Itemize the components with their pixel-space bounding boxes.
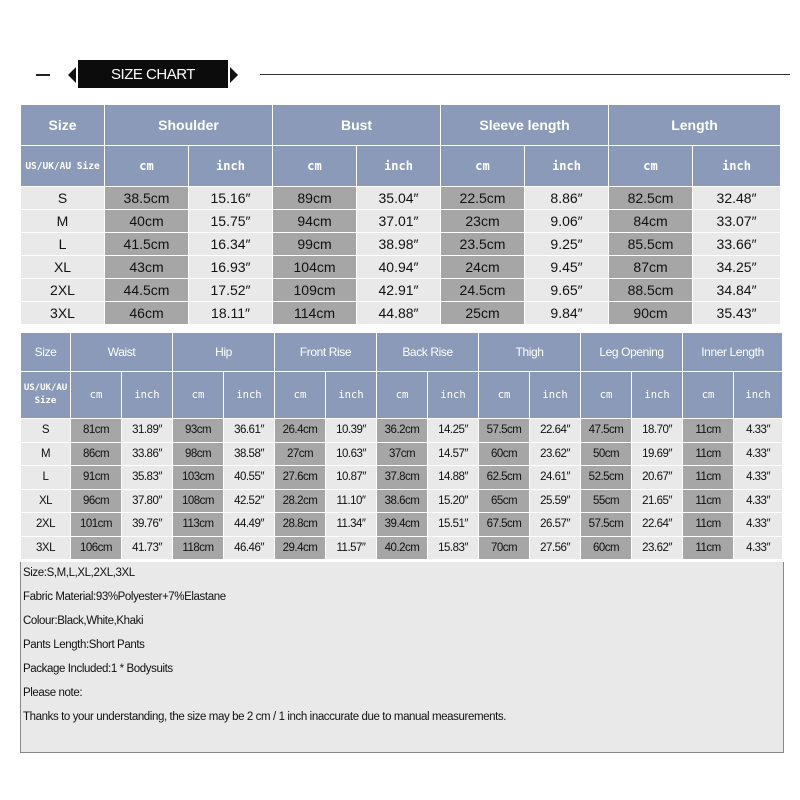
bottom-col-inner-length: Inner Length <box>683 333 783 372</box>
inch-value-cell: 16.34″ <box>189 233 273 256</box>
note-accuracy: Thanks to your understanding, the size may be 2 cm / 1 inch inaccurate due to manual measurements. <box>23 711 507 723</box>
size-cell: 3XL <box>21 302 105 325</box>
note-fabric: Fabric Material:93%Polyester+7%Elastane <box>23 591 226 603</box>
table-row <box>21 419 783 443</box>
inch-value-cell: 22.64″ <box>530 419 581 443</box>
bottom-unit-row <box>21 372 783 419</box>
inch-value-cell: 19.69″ <box>632 442 683 466</box>
cm-value-cell: 60cm <box>581 536 632 560</box>
size-cell: M <box>21 442 71 466</box>
cm-value-cell: 86cm <box>71 442 122 466</box>
inch-value-cell: 14.88″ <box>428 466 479 490</box>
inch-value-cell: 9.84″ <box>525 302 609 325</box>
note-please-note: Please note: <box>23 687 83 699</box>
cm-value-cell: 41.5cm <box>105 233 189 256</box>
top-unit-inch: inch <box>357 146 441 187</box>
inch-value-cell: 11.34″ <box>326 513 377 537</box>
ribbon-left-notch <box>68 67 76 83</box>
cm-value-cell: 28.8cm <box>275 513 326 537</box>
cm-value-cell: 89cm <box>273 187 357 210</box>
inch-value-cell: 31.89″ <box>122 419 173 443</box>
cm-value-cell: 57.5cm <box>479 419 530 443</box>
inch-value-cell: 9.06″ <box>525 210 609 233</box>
cm-value-cell: 114cm <box>273 302 357 325</box>
bottom-col-size: Size <box>21 333 71 372</box>
size-cell: XL <box>21 256 105 279</box>
inch-value-cell: 38.98″ <box>357 233 441 256</box>
inch-value-cell: 10.87″ <box>326 466 377 490</box>
cm-value-cell: 60cm <box>479 442 530 466</box>
cm-value-cell: 24.5cm <box>441 279 525 302</box>
inch-value-cell: 4.33″ <box>734 489 783 513</box>
inch-value-cell: 10.39″ <box>326 419 377 443</box>
bottom-size-table <box>20 332 783 560</box>
inch-value-cell: 35.43″ <box>693 302 781 325</box>
table-row <box>21 442 783 466</box>
top-unit-cm: cm <box>609 146 693 187</box>
cm-value-cell: 44.5cm <box>105 279 189 302</box>
inch-value-cell: 15.16″ <box>189 187 273 210</box>
size-cell: L <box>21 466 71 490</box>
cm-value-cell: 108cm <box>173 489 224 513</box>
size-cell: M <box>21 210 105 233</box>
inch-value-cell: 44.49″ <box>224 513 275 537</box>
cm-value-cell: 50cm <box>581 442 632 466</box>
top-unit-row <box>21 146 781 187</box>
inch-value-cell: 17.52″ <box>189 279 273 302</box>
top-col-shoulder: Shoulder <box>105 105 273 146</box>
size-chart-title: SIZE CHART <box>78 60 228 88</box>
bottom-unit-inch: inch <box>224 372 275 419</box>
bottom-unit-cm: cm <box>173 372 224 419</box>
note-package: Package Included:1 * Bodysuits <box>23 663 173 675</box>
bottom-size-region-label: US/UK/AU Size <box>21 372 71 419</box>
bottom-unit-inch: inch <box>428 372 479 419</box>
bottom-unit-inch: inch <box>326 372 377 419</box>
inch-value-cell: 33.86″ <box>122 442 173 466</box>
table-row <box>21 256 781 279</box>
inch-value-cell: 4.33″ <box>734 466 783 490</box>
table-row <box>21 489 783 513</box>
inch-value-cell: 33.07″ <box>693 210 781 233</box>
inch-value-cell: 37.80″ <box>122 489 173 513</box>
top-header-row <box>21 105 781 146</box>
cm-value-cell: 57.5cm <box>581 513 632 537</box>
cm-value-cell: 62.5cm <box>479 466 530 490</box>
inch-value-cell: 32.48″ <box>693 187 781 210</box>
inch-value-cell: 9.65″ <box>525 279 609 302</box>
cm-value-cell: 67.5cm <box>479 513 530 537</box>
top-col-size: Size <box>21 105 105 146</box>
note-pants-length: Pants Length:Short Pants <box>23 639 145 651</box>
cm-value-cell: 46cm <box>105 302 189 325</box>
inch-value-cell: 22.64″ <box>632 513 683 537</box>
bottom-header-row <box>21 333 783 372</box>
cm-value-cell: 103cm <box>173 466 224 490</box>
top-unit-cm: cm <box>441 146 525 187</box>
cm-value-cell: 113cm <box>173 513 224 537</box>
cm-value-cell: 99cm <box>273 233 357 256</box>
inch-value-cell: 20.67″ <box>632 466 683 490</box>
cm-value-cell: 47.5cm <box>581 419 632 443</box>
top-size-region-label: US/UK/AU Size <box>21 146 105 187</box>
cm-value-cell: 55cm <box>581 489 632 513</box>
top-unit-inch: inch <box>189 146 273 187</box>
bottom-col-back-rise: Back Rise <box>377 333 479 372</box>
inch-value-cell: 27.56″ <box>530 536 581 560</box>
cm-value-cell: 29.4cm <box>275 536 326 560</box>
table-row <box>21 513 783 537</box>
note-sizes: Size:S,M,L,XL,2XL,3XL <box>23 567 135 579</box>
top-col-sleeve-length: Sleeve length <box>441 105 609 146</box>
top-unit-inch: inch <box>693 146 781 187</box>
cm-value-cell: 37cm <box>377 442 428 466</box>
inch-value-cell: 14.57″ <box>428 442 479 466</box>
inch-value-cell: 9.45″ <box>525 256 609 279</box>
inch-value-cell: 24.61″ <box>530 466 581 490</box>
cm-value-cell: 25cm <box>441 302 525 325</box>
cm-value-cell: 65cm <box>479 489 530 513</box>
table-row <box>21 187 781 210</box>
inch-value-cell: 10.63″ <box>326 442 377 466</box>
cm-value-cell: 101cm <box>71 513 122 537</box>
top-size-table <box>20 104 781 325</box>
inch-value-cell: 18.70″ <box>632 419 683 443</box>
size-cell: 2XL <box>21 279 105 302</box>
cm-value-cell: 23cm <box>441 210 525 233</box>
cm-value-cell: 11cm <box>683 513 734 537</box>
cm-value-cell: 109cm <box>273 279 357 302</box>
inch-value-cell: 25.59″ <box>530 489 581 513</box>
cm-value-cell: 93cm <box>173 419 224 443</box>
inch-value-cell: 37.01″ <box>357 210 441 233</box>
cm-value-cell: 22.5cm <box>441 187 525 210</box>
inch-value-cell: 18.11″ <box>189 302 273 325</box>
product-notes <box>20 562 784 753</box>
cm-value-cell: 88.5cm <box>609 279 693 302</box>
cm-value-cell: 38.5cm <box>105 187 189 210</box>
cm-value-cell: 84cm <box>609 210 693 233</box>
inch-value-cell: 14.25″ <box>428 419 479 443</box>
top-unit-cm: cm <box>105 146 189 187</box>
cm-value-cell: 81cm <box>71 419 122 443</box>
inch-value-cell: 26.57″ <box>530 513 581 537</box>
bottom-unit-cm: cm <box>71 372 122 419</box>
inch-value-cell: 42.52″ <box>224 489 275 513</box>
cm-value-cell: 40cm <box>105 210 189 233</box>
inch-value-cell: 11.57″ <box>326 536 377 560</box>
cm-value-cell: 11cm <box>683 419 734 443</box>
bottom-unit-cm: cm <box>479 372 530 419</box>
cm-value-cell: 27.6cm <box>275 466 326 490</box>
inch-value-cell: 4.33″ <box>734 513 783 537</box>
size-cell: XL <box>21 489 71 513</box>
inch-value-cell: 15.75″ <box>189 210 273 233</box>
cm-value-cell: 27cm <box>275 442 326 466</box>
header-rule <box>260 74 790 75</box>
cm-value-cell: 94cm <box>273 210 357 233</box>
top-unit-cm: cm <box>273 146 357 187</box>
inch-value-cell: 11.10″ <box>326 489 377 513</box>
bottom-unit-cm: cm <box>683 372 734 419</box>
size-cell: S <box>21 187 105 210</box>
table-row <box>21 233 781 256</box>
bottom-col-hip: Hip <box>173 333 275 372</box>
table-row <box>21 302 781 325</box>
bottom-unit-inch: inch <box>734 372 783 419</box>
inch-value-cell: 42.91″ <box>357 279 441 302</box>
cm-value-cell: 104cm <box>273 256 357 279</box>
ribbon-right-notch <box>230 67 238 83</box>
cm-value-cell: 11cm <box>683 489 734 513</box>
cm-value-cell: 37.8cm <box>377 466 428 490</box>
bottom-unit-cm: cm <box>377 372 428 419</box>
bottom-unit-cm: cm <box>275 372 326 419</box>
inch-value-cell: 35.83″ <box>122 466 173 490</box>
cm-value-cell: 85.5cm <box>609 233 693 256</box>
table-row <box>21 279 781 302</box>
bottom-col-thigh: Thigh <box>479 333 581 372</box>
inch-value-cell: 21.65″ <box>632 489 683 513</box>
cm-value-cell: 11cm <box>683 442 734 466</box>
cm-value-cell: 28.2cm <box>275 489 326 513</box>
size-cell: S <box>21 419 71 443</box>
cm-value-cell: 23.5cm <box>441 233 525 256</box>
top-table-body <box>21 187 781 325</box>
inch-value-cell: 23.62″ <box>632 536 683 560</box>
cm-value-cell: 11cm <box>683 466 734 490</box>
inch-value-cell: 9.25″ <box>525 233 609 256</box>
cm-value-cell: 98cm <box>173 442 224 466</box>
header-dash <box>36 74 50 76</box>
bottom-col-waist: Waist <box>71 333 173 372</box>
inch-value-cell: 39.76″ <box>122 513 173 537</box>
inch-value-cell: 15.20″ <box>428 489 479 513</box>
inch-value-cell: 40.55″ <box>224 466 275 490</box>
bottom-col-leg-opening: Leg Opening <box>581 333 683 372</box>
inch-value-cell: 36.61″ <box>224 419 275 443</box>
inch-value-cell: 23.62″ <box>530 442 581 466</box>
inch-value-cell: 16.93″ <box>189 256 273 279</box>
size-cell: 2XL <box>21 513 71 537</box>
inch-value-cell: 38.58″ <box>224 442 275 466</box>
top-unit-inch: inch <box>525 146 609 187</box>
cm-value-cell: 118cm <box>173 536 224 560</box>
size-chart-header <box>30 58 790 92</box>
cm-value-cell: 36.2cm <box>377 419 428 443</box>
table-row <box>21 466 783 490</box>
bottom-unit-inch: inch <box>122 372 173 419</box>
cm-value-cell: 43cm <box>105 256 189 279</box>
cm-value-cell: 70cm <box>479 536 530 560</box>
inch-value-cell: 40.94″ <box>357 256 441 279</box>
cm-value-cell: 24cm <box>441 256 525 279</box>
inch-value-cell: 4.33″ <box>734 536 783 560</box>
cm-value-cell: 40.2cm <box>377 536 428 560</box>
bottom-table-body <box>21 419 783 560</box>
cm-value-cell: 106cm <box>71 536 122 560</box>
inch-value-cell: 44.88″ <box>357 302 441 325</box>
inch-value-cell: 33.66″ <box>693 233 781 256</box>
inch-value-cell: 8.86″ <box>525 187 609 210</box>
cm-value-cell: 91cm <box>71 466 122 490</box>
inch-value-cell: 41.73″ <box>122 536 173 560</box>
inch-value-cell: 4.33″ <box>734 419 783 443</box>
size-cell: 3XL <box>21 536 71 560</box>
cm-value-cell: 82.5cm <box>609 187 693 210</box>
cm-value-cell: 90cm <box>609 302 693 325</box>
bottom-col-front-rise: Front Rise <box>275 333 377 372</box>
top-col-bust: Bust <box>273 105 441 146</box>
inch-value-cell: 46.46″ <box>224 536 275 560</box>
note-colour: Colour:Black,White,Khaki <box>23 615 144 627</box>
top-col-length: Length <box>609 105 781 146</box>
bottom-unit-inch: inch <box>632 372 683 419</box>
cm-value-cell: 96cm <box>71 489 122 513</box>
cm-value-cell: 52.5cm <box>581 466 632 490</box>
inch-value-cell: 35.04″ <box>357 187 441 210</box>
inch-value-cell: 34.25″ <box>693 256 781 279</box>
inch-value-cell: 15.51″ <box>428 513 479 537</box>
cm-value-cell: 87cm <box>609 256 693 279</box>
inch-value-cell: 15.83″ <box>428 536 479 560</box>
cm-value-cell: 26.4cm <box>275 419 326 443</box>
inch-value-cell: 34.84″ <box>693 279 781 302</box>
size-cell: L <box>21 233 105 256</box>
cm-value-cell: 39.4cm <box>377 513 428 537</box>
inch-value-cell: 4.33″ <box>734 442 783 466</box>
cm-value-cell: 11cm <box>683 536 734 560</box>
bottom-unit-cm: cm <box>581 372 632 419</box>
table-row <box>21 210 781 233</box>
table-row <box>21 536 783 560</box>
bottom-unit-inch: inch <box>530 372 581 419</box>
cm-value-cell: 38.6cm <box>377 489 428 513</box>
